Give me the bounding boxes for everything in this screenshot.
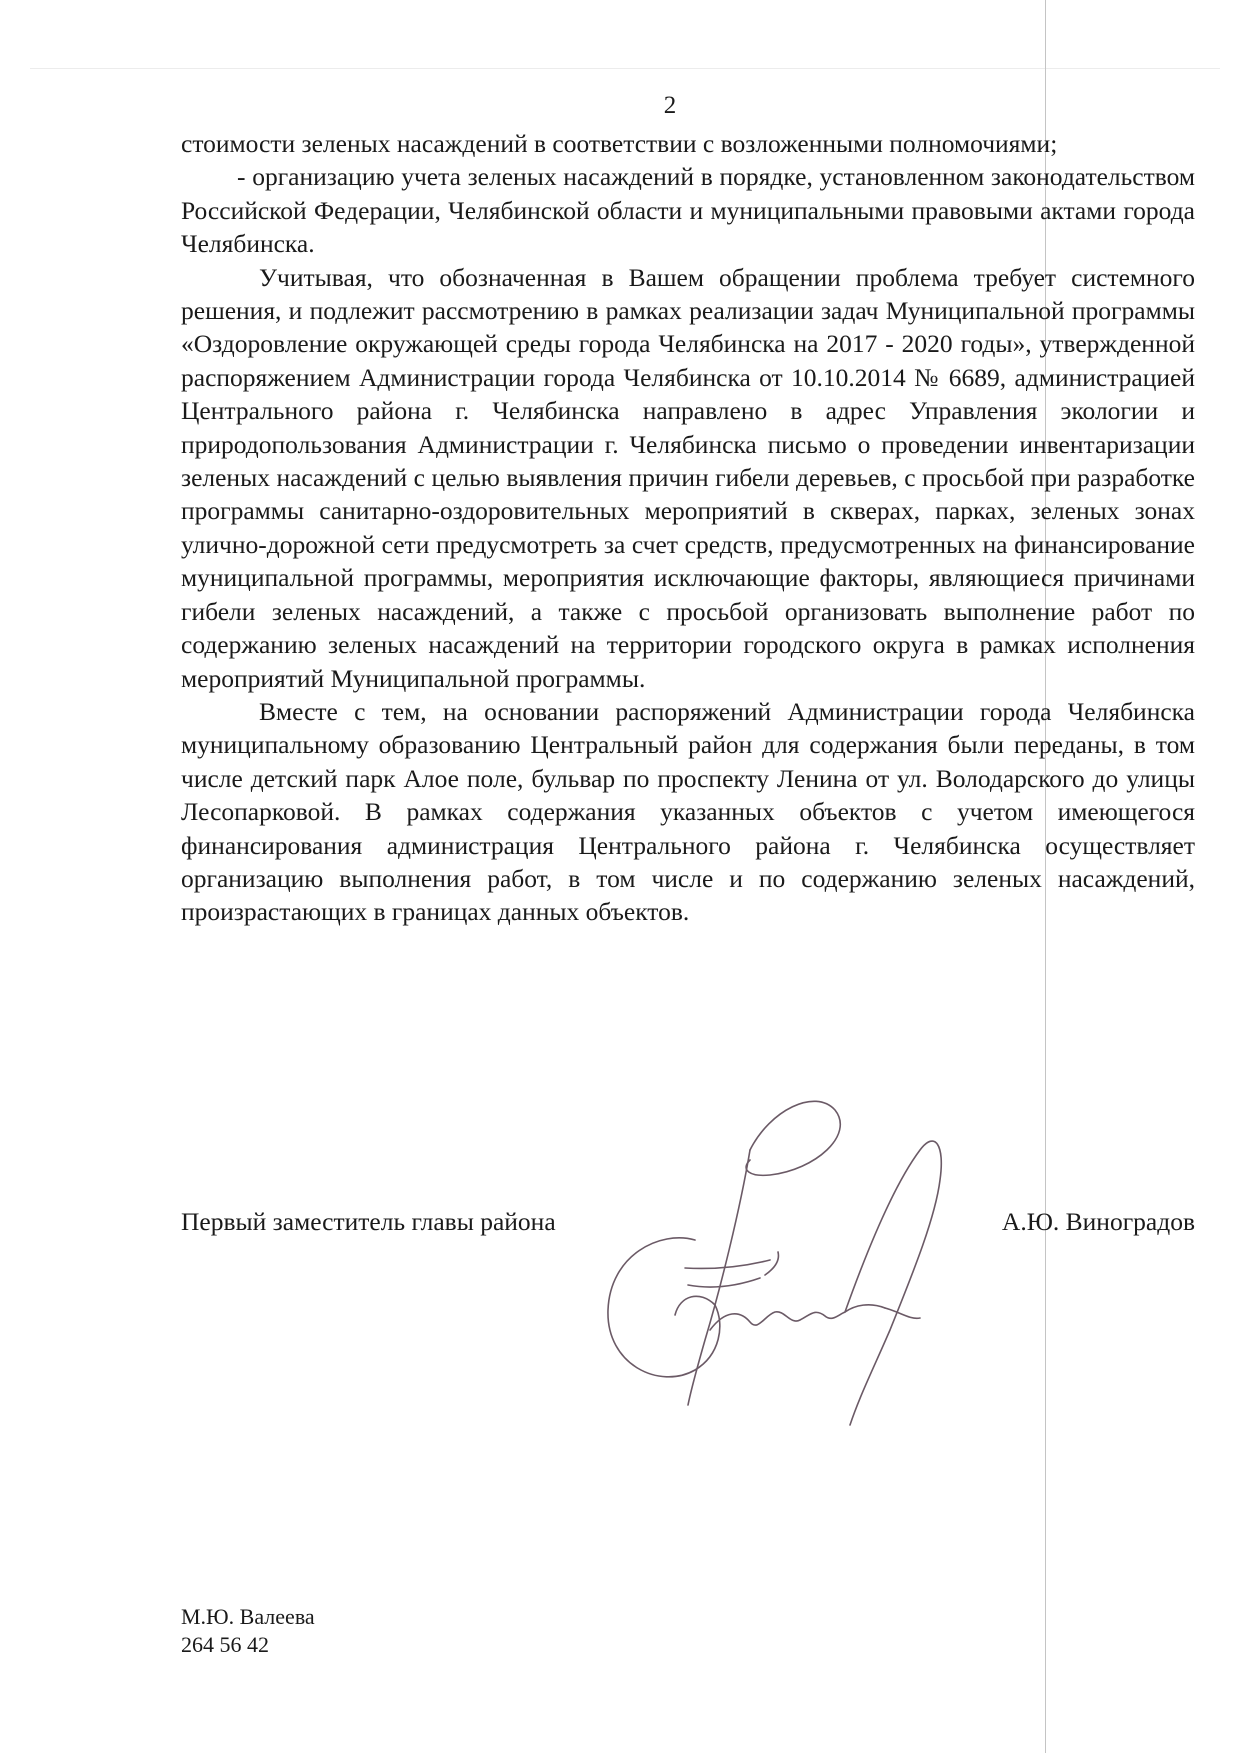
signer-title: Первый заместитель главы района [181, 1207, 556, 1236]
handwritten-signature [600, 1090, 950, 1430]
scan-top-edge [30, 68, 1220, 69]
paragraph-1: стоимости зеленых насаждений в соответствии с возложенными полномочиями; [181, 129, 1058, 158]
letter-body [181, 127, 1195, 929]
paragraph-2: - организацию учета зеленых насаждений в порядке, установленном законодательством Российской Федерации, Челябинской области и муниципальными правовыми актами города Челябинска. [181, 162, 1195, 259]
executor-name: М.Ю. Валеева [181, 1604, 315, 1629]
paragraph-3: Учитывая, что обозначенная в Вашем обращении проблема требует системного решения, и подлежит рассмотрению в рамках реализации задач Муниципальной программы «Оздоровление окружающей среды города Челябинска на 2017 - 2020 годы», утвержденной распоряжением Администрации города Челябинска от 10.10.2014 № 6689, администрацией Центрального района г. Челябинска направлено в адрес Управления экологии и природопользования Администрации г. Челябинска письмо о проведении инвентаризации зеленых насаждений с целью выявления причин гибели деревьев, с просьбой при разработке программы санитарно-оздоровительных мероприятий в скверах, парках, зеленых зонах улично-дорожной сети предусмотреть за счет средств, предусмотренных на финансирование муниципальной программы, мероприятия исключающие факторы, являющиеся причинами гибели зеленых насаждений, а также с просьбой организовать выполнение работ по содержанию зеленых насаждений на территории городского округа в рамках исполнения мероприятий Муниципальной программы. [181, 262, 1195, 693]
page-number: 2 [663, 92, 677, 119]
executor-info [181, 1603, 315, 1659]
signer-name: А.Ю. Виноградов [1001, 1207, 1195, 1236]
executor-phone: 264 56 42 [181, 1632, 269, 1657]
paragraph-4: Вместе с тем, на основании распоряжений Администрации города Челябинска муниципальному образованию Центральный район для содержания были переданы, в том числе детский парк Алое поле, бульвар по проспекту Ленина от ул. Володарского до улицы Лесопарковой. В рамках содержания указанных объектов с учетом имеющегося финансирования администрация Центрального района г. Челябинска осуществляет организацию выполнения работ, в том числе и по содержанию зеленых насаждений, произрастающих в границах данных объектов. [181, 696, 1195, 927]
